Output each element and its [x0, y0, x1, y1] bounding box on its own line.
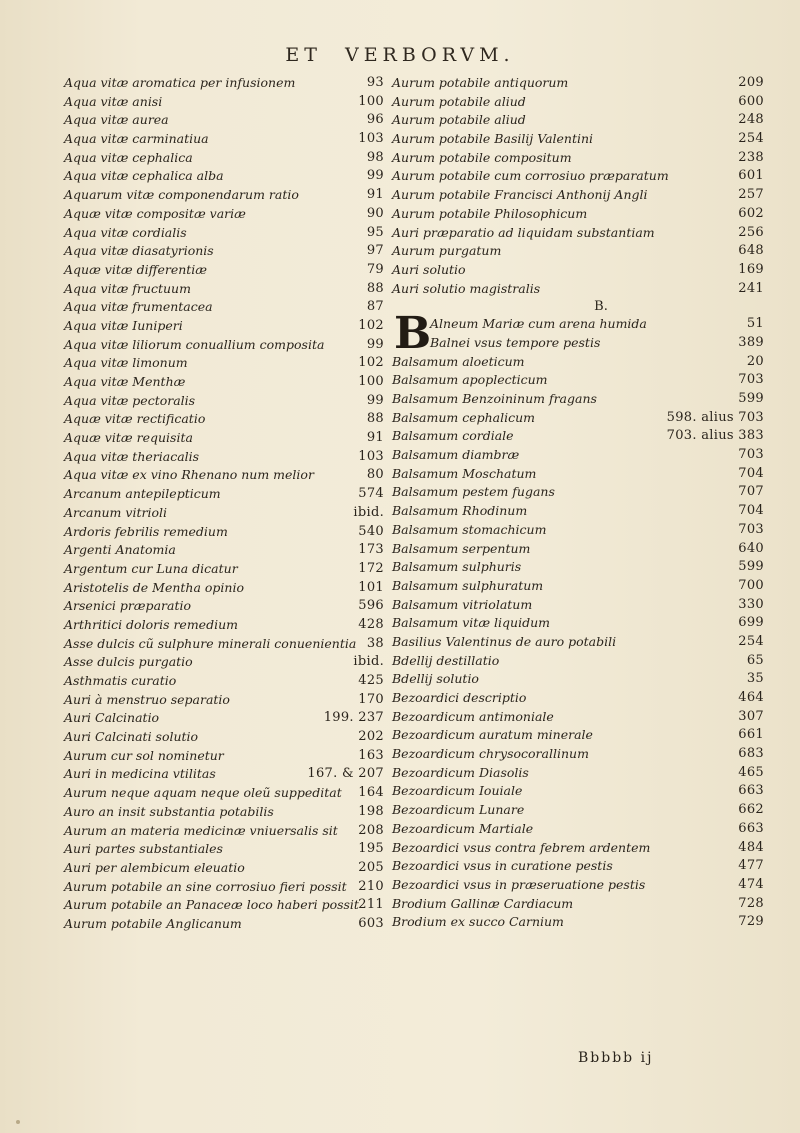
index-entry [64, 130, 384, 149]
page-reference: 170 [358, 691, 384, 707]
index-entry [64, 410, 384, 429]
page-reference: 198 [358, 803, 384, 819]
page-reference: 330 [738, 596, 764, 612]
page-reference: 88 [366, 280, 384, 296]
page-reference: 38 [366, 635, 384, 651]
index-term: Aquæ vitæ differentiæ [64, 261, 208, 277]
index-term: Aristotelis de Mentha opinio [64, 579, 244, 595]
page-reference: 241 [738, 280, 764, 296]
page-reference: 540 [358, 523, 384, 539]
index-entry [392, 801, 770, 820]
index-entry [64, 111, 384, 130]
page-reference: 256 [738, 224, 764, 240]
index-term: Aqua vitæ limonum [64, 355, 188, 371]
index-entry [64, 747, 384, 766]
index-entry [392, 633, 770, 652]
page-reference: 574 [358, 486, 384, 502]
index-entry [64, 672, 384, 691]
index-term: Balsamum pestem fugans [392, 484, 555, 500]
page-reference: 173 [358, 542, 384, 558]
index-term: Aurum an materia medicinæ vniuersalis sit [64, 822, 338, 838]
index-term: Aqua vitæ cephalica alba [64, 168, 224, 184]
page-reference: 389 [738, 334, 764, 350]
page-reference: 169 [738, 261, 764, 277]
page-reference: 254 [738, 633, 764, 649]
index-term: Aqua vitæ frumentacea [64, 299, 213, 315]
page-reference: 640 [738, 540, 764, 556]
index-entry [64, 354, 384, 373]
index-entry [392, 895, 770, 914]
page-reference: 703 [738, 521, 764, 537]
index-term: Brodium ex succo Carnium [392, 914, 564, 930]
page-reference: 257 [738, 187, 764, 203]
index-entry [392, 857, 770, 876]
page-reference: 703 [738, 372, 764, 388]
index-entry [392, 315, 770, 334]
index-entry [64, 74, 384, 93]
index-term: Aurum neque aquam neque oleũ suppeditat [64, 785, 342, 801]
page-reference: 20 [746, 353, 764, 369]
index-term: Auro an insit substantia potabilis [64, 803, 274, 819]
page-reference: 661 [738, 727, 764, 743]
index-entry [64, 485, 384, 504]
index-term: Auri Calcinatio [64, 710, 160, 726]
page-reference: 238 [738, 149, 764, 165]
index-term: Aqua vitæ Menthæ [64, 374, 186, 389]
index-entry [64, 280, 384, 299]
page-reference: 96 [366, 112, 384, 128]
page-reference: 88 [366, 411, 384, 427]
printer-signature: Bbbbb ij [578, 1050, 654, 1066]
page-reference: 464 [738, 690, 764, 705]
index-entry [64, 261, 384, 280]
index-entry [392, 261, 770, 280]
page-reference: 700 [738, 577, 764, 593]
index-term: Asse dulcis cũ sulphure minerali conuenientia [64, 635, 357, 651]
index-entry [392, 839, 770, 858]
index-term: Auri à menstruo separatio [64, 691, 230, 707]
page-reference: 596 [358, 598, 384, 614]
index-entry [392, 502, 770, 521]
page-reference: 199. 237 [323, 710, 384, 726]
index-entry [392, 409, 770, 428]
page-reference: 99 [366, 392, 384, 408]
index-term: Bezoardicum chrysocorallinum [392, 746, 589, 762]
index-entry [64, 840, 384, 859]
page-reference: 91 [366, 430, 384, 446]
index-entry [64, 859, 384, 878]
index-entry [64, 579, 384, 598]
index-term: Aqua vitæ fructuum [64, 280, 191, 296]
index-entry [392, 353, 770, 372]
index-term: Arsenici præparatio [64, 598, 191, 614]
index-entry [64, 523, 384, 542]
page-reference: 704 [738, 465, 764, 481]
index-term: Aquæ vitæ requisita [64, 430, 193, 446]
index-term: Balsamum cephalicum [392, 409, 536, 425]
page-reference: 202 [358, 729, 384, 745]
page-reference: 599 [738, 391, 764, 406]
page-reference: 102 [358, 355, 384, 371]
index-term: Bezoardici vsus in curatione pestis [392, 858, 613, 874]
index-term: Bezoardici descriptio [392, 690, 527, 705]
page-reference: 699 [738, 615, 764, 631]
page-reference: 662 [738, 802, 764, 818]
running-header [0, 44, 800, 66]
index-term: Bezoardicum Diasolis [392, 764, 529, 780]
index-term: Arcanum vitrioli [64, 504, 167, 520]
page-reference: 254 [738, 131, 764, 147]
page-reference: 648 [738, 243, 764, 259]
index-term: Aurum potabile cum corrosiuo præparatum [392, 168, 669, 184]
index-entry [64, 784, 384, 803]
index-term: Balnei vsus tempore pestis [430, 334, 601, 350]
index-term: Aqua vitæ liliorum conuallium composita [64, 336, 325, 352]
index-term: Auri partes substantiales [64, 841, 223, 857]
page-reference: ibid. [353, 654, 384, 670]
page-reference: 663 [738, 783, 764, 799]
index-term: Aquæ vitæ compositæ variæ [64, 205, 246, 221]
page-reference: 428 [358, 616, 384, 632]
index-term: Balsamum Moschatum [392, 465, 537, 481]
page-reference: 474 [738, 876, 764, 892]
page-reference: 683 [738, 746, 764, 762]
page-reference: 600 [738, 93, 764, 109]
index-entry [392, 614, 770, 633]
index-entry [392, 577, 770, 596]
index-entry [392, 446, 770, 465]
page-reference: 102 [358, 317, 384, 333]
page-reference: 80 [366, 467, 384, 483]
index-term: Argentum cur Luna dicatur [64, 560, 238, 576]
index-entry [392, 242, 770, 261]
index-term: Arthritici doloris remedium [64, 616, 238, 632]
index-entry [392, 334, 770, 353]
index-term: Aqua vitæ anisi [64, 93, 163, 109]
page-reference: 79 [366, 261, 384, 277]
index-term: Bezoardicum antimoniale [392, 708, 554, 724]
index-term: Bezoardicum auratum minerale [392, 727, 593, 743]
index-entry [64, 373, 384, 392]
index-entry [64, 242, 384, 261]
page-reference: 100 [358, 93, 384, 109]
index-term: Aqua vitæ carminatiua [64, 131, 209, 147]
index-term: Balsamum Benzoininum fragans [392, 391, 597, 406]
page-reference: 210 [358, 878, 384, 894]
index-term: Bezoardicum Martiale [392, 820, 534, 836]
index-term: Aquæ vitæ rectificatio [64, 411, 206, 427]
index-entry [392, 596, 770, 615]
index-term: Bdellij destillatio [392, 652, 500, 668]
page-reference: 599 [738, 559, 764, 575]
index-entry [64, 448, 384, 467]
index-entry [64, 186, 384, 205]
index-term: Argenti Anatomia [64, 542, 176, 558]
index-entry [392, 782, 770, 801]
page-reference: 195 [358, 841, 384, 857]
index-entry [64, 93, 384, 112]
page-reference: 90 [366, 205, 384, 221]
page-reference: 602 [738, 205, 764, 221]
index-term: Aurum potabile antiquorum [392, 75, 569, 90]
index-entry [392, 652, 770, 671]
index-term: Balsamum diambræ [392, 447, 520, 463]
index-entry [392, 670, 770, 689]
index-entry [392, 167, 770, 186]
index-entry [392, 876, 770, 895]
index-entry [64, 765, 384, 784]
index-term: Aurum potabile aliud [392, 112, 526, 128]
index-entry [392, 280, 770, 299]
index-entry [64, 803, 384, 822]
index-term: Aurum potabile an sine corrosiuo fieri possit [64, 878, 347, 894]
index-term: Bezoardicum Iouiale [392, 783, 523, 799]
page-reference: 425 [358, 673, 384, 688]
page-reference: 164 [358, 785, 384, 801]
index-entry [64, 728, 384, 747]
index-term: Balsamum sulphuratum [392, 577, 544, 593]
page-reference: 484 [738, 839, 764, 855]
index-entry [64, 541, 384, 560]
page-reference: 707 [738, 484, 764, 500]
index-term: Aqua vitæ theriacalis [64, 448, 200, 464]
index-entry [64, 429, 384, 448]
index-entry [64, 167, 384, 186]
index-term: Aqua vitæ aurea [64, 112, 169, 128]
index-term: Auri solutio magistralis [392, 280, 541, 296]
index-term: Alneum Mariæ cum arena humida [430, 316, 647, 332]
index-column-left [64, 74, 384, 934]
index-term: Aurum potabile Basilij Valentini [392, 131, 594, 147]
page-reference: 598. alius 703 [666, 409, 764, 425]
page-reference: 87 [366, 299, 384, 315]
index-term: Basilius Valentinus de auro potabili [392, 633, 617, 649]
page-reference: 603 [358, 915, 384, 931]
index-entry [64, 560, 384, 579]
index-entry [64, 224, 384, 243]
page-reference: 729 [738, 914, 764, 930]
index-entry [392, 708, 770, 727]
index-entry [392, 726, 770, 745]
index-entry [64, 915, 384, 934]
index-term: Aurum purgatum [392, 243, 502, 259]
page-reference: 477 [738, 858, 764, 874]
page-reference: 97 [366, 243, 384, 259]
index-entry [392, 558, 770, 577]
page-reference: 172 [358, 560, 384, 576]
page-reference: 208 [358, 822, 384, 838]
page-reference: ibid. [353, 504, 384, 520]
index-term: Arcanum antepilepticum [64, 486, 221, 502]
index-entry [64, 298, 384, 317]
index-term: Asthmatis curatio [64, 673, 177, 688]
index-entry [392, 130, 770, 149]
index-entry [64, 597, 384, 616]
page-reference: 703. alius 383 [666, 428, 764, 444]
page-reference: 209 [738, 75, 764, 90]
index-entry [64, 149, 384, 168]
index-term: Asse dulcis purgatio [64, 654, 193, 670]
index-entry [64, 205, 384, 224]
index-entry [392, 483, 770, 502]
index-term: Aurum potabile compositum [392, 149, 572, 165]
page-reference: 307 [738, 708, 764, 724]
index-entry [392, 149, 770, 168]
index-term: Brodium Gallinæ Cardiacum [392, 895, 574, 911]
index-term: Auri solutio [392, 261, 466, 277]
index-term: Balsamum vitæ liquidum [392, 615, 550, 631]
index-entry [392, 820, 770, 839]
index-entry [392, 764, 770, 783]
index-entry [64, 709, 384, 728]
index-entry [64, 635, 384, 654]
index-entry [392, 390, 770, 409]
index-term: Balsamum stomachicum [392, 521, 547, 537]
index-term: Aurum potabile Francisci Anthonij Angli [392, 187, 648, 203]
page-reference: 99 [366, 168, 384, 184]
header-word-1: ET [285, 44, 322, 66]
index-term: Balsamum aloeticum [392, 353, 525, 369]
page-reference: 91 [366, 187, 384, 203]
page-reference: 93 [366, 75, 384, 90]
page-reference: 51 [746, 316, 764, 332]
page-reference: 103 [358, 131, 384, 147]
index-term: Auri per alembicum eleuatio [64, 859, 245, 875]
index-entry [64, 691, 384, 710]
index-entry [64, 616, 384, 635]
index-entry [64, 392, 384, 411]
index-term: Aqua vitæ cephalica [64, 149, 193, 165]
page-reference: 205 [358, 859, 384, 875]
index-entry [64, 317, 384, 336]
index-term: Aurum potabile aliud [392, 93, 526, 109]
index-entry [64, 878, 384, 897]
index-entry [392, 913, 770, 932]
section-letter-heading: B. [594, 299, 608, 315]
page-reference: 103 [358, 448, 384, 464]
index-entry [64, 504, 384, 523]
index-term: Balsamum sulphuris [392, 559, 522, 575]
page-reference: 101 [358, 579, 384, 595]
index-term: Aurum cur sol nominetur [64, 747, 224, 763]
index-entry [64, 466, 384, 485]
page-reference: 211 [358, 897, 384, 913]
index-term: Balsamum apoplecticum [392, 372, 548, 388]
index-term: Aqua vitæ aromatica per infusionem [64, 75, 296, 90]
index-term: Balsamum Rhodinum [392, 503, 528, 519]
index-entry [392, 111, 770, 130]
index-column-right [392, 74, 770, 932]
page-reference: 704 [738, 503, 764, 519]
index-entry [392, 521, 770, 540]
index-entry [392, 205, 770, 224]
index-entry [392, 371, 770, 390]
index-term: Aurum potabile Philosophicum [392, 205, 588, 221]
index-term: Aquarum vitæ componendarum ratio [64, 187, 299, 203]
index-term: Balsamum cordiale [392, 428, 514, 444]
index-term: Aqua vitæ cordialis [64, 224, 187, 240]
page-reference: 95 [366, 224, 384, 240]
index-entry [64, 822, 384, 841]
index-entry [64, 896, 384, 915]
index-term: Aurum potabile Anglicanum [64, 915, 242, 931]
paper-stain [16, 1120, 20, 1124]
index-term: Aqua vitæ diasatyrionis [64, 243, 214, 259]
index-term: Bezoardici vsus in præseruatione pestis [392, 876, 646, 892]
index-entry [392, 224, 770, 243]
index-entry [392, 427, 770, 446]
index-term: Balsamum vitriolatum [392, 596, 533, 612]
index-term: Auri in medicina vtilitas [64, 766, 216, 782]
index-entry [392, 465, 770, 484]
index-term: Aqua vitæ Iuniperi [64, 317, 183, 333]
page-reference: 703 [738, 447, 764, 463]
index-term: Bdellij solutio [392, 671, 479, 687]
index-entry [392, 186, 770, 205]
index-entry [64, 653, 384, 672]
index-term: Aurum potabile an Panaceæ loco haberi possit [64, 897, 359, 913]
index-entry [392, 74, 770, 93]
index-term: Aqua vitæ ex vino Rhenano num melior [64, 467, 314, 483]
page-reference: 248 [738, 112, 764, 128]
index-entry [392, 689, 770, 708]
page-reference: 465 [738, 764, 764, 780]
index-term: Ardoris febrilis remedium [64, 523, 228, 539]
index-entry [392, 540, 770, 559]
index-term: Bezoardicum Lunare [392, 802, 525, 818]
drop-capital: B [394, 308, 432, 359]
index-term: Bezoardici vsus contra febrem ardentem [392, 839, 651, 855]
index-entry [64, 336, 384, 355]
page-reference: 167. & 207 [307, 766, 384, 782]
index-entry [392, 745, 770, 764]
index-term: Auri Calcinati solutio [64, 729, 199, 745]
index-term: Auri præparatio ad liquidam substantiam [392, 224, 655, 240]
page-reference: 98 [366, 149, 384, 165]
page-reference: 728 [738, 895, 764, 911]
index-term: Aqua vitæ pectoralis [64, 392, 196, 408]
page-reference: 65 [746, 652, 764, 668]
index-term: Balsamum serpentum [392, 540, 531, 556]
page-reference: 601 [738, 168, 764, 184]
page-reference: 35 [746, 671, 764, 687]
page-reference: 99 [366, 336, 384, 352]
header-word-2: VERBORVM. [344, 44, 515, 66]
page-reference: 100 [358, 374, 384, 389]
index-entry [392, 93, 770, 112]
page-reference: 663 [738, 820, 764, 836]
page-reference: 163 [358, 747, 384, 763]
